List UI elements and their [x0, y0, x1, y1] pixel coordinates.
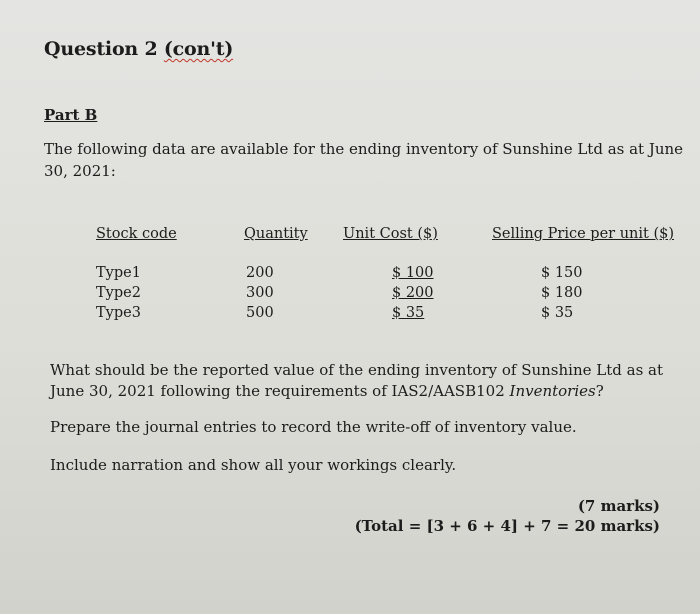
question-text [50, 360, 680, 402]
question-title-cont: (con't) [163, 38, 234, 60]
quantity-column [246, 263, 274, 323]
stock-code-cell: Type3 [96, 305, 141, 321]
header-unit-cost: Unit Cost ($) [343, 226, 438, 242]
header-quantity: Quantity [244, 226, 308, 242]
question-end: ? [595, 382, 604, 400]
total-marks-label: (Total = [3 + 6 + 4] + 7 = 20 marks) [354, 517, 660, 535]
stock-code-cell: Type2 [96, 285, 141, 301]
selling-price-column [541, 263, 583, 323]
question-title [44, 38, 233, 60]
selling-price-cell: $ 150 [541, 265, 583, 281]
unit-cost-cell: $ 35 [392, 305, 425, 321]
unit-cost-cell: $ 100 [392, 265, 434, 281]
stock-code-cell: Type1 [96, 265, 141, 281]
quantity-cell: 500 [246, 305, 274, 321]
header-stock-code: Stock code [96, 226, 177, 242]
selling-price-cell: $ 180 [541, 285, 583, 301]
selling-price-cell: $ 35 [541, 305, 574, 321]
unit-cost-column [392, 263, 434, 323]
question-title-prefix: Question 2 [44, 38, 164, 60]
header-selling-price: Selling Price per unit ($) [492, 226, 674, 242]
marks-block [355, 496, 660, 536]
part-label: Part B [44, 106, 98, 124]
quantity-cell: 200 [246, 265, 274, 281]
intro-text: The following data are available for the ending inventory of Sunshine Ltd as at June 30, 2021: [44, 140, 684, 180]
include-instruction: Include narration and show all your workings clearly. [50, 456, 457, 474]
quantity-cell: 300 [246, 285, 274, 301]
question-emphasis: Inventories [509, 382, 596, 400]
question-main: What should be the reported value of the ending inventory of Sunshine Ltd as at June 30, 2021 following the requirements of IAS2/AASB102 [50, 361, 664, 400]
marks-label: (7 marks) [577, 497, 660, 515]
prepare-instruction: Prepare the journal entries to record the write-off of inventory value. [50, 418, 577, 436]
unit-cost-cell: $ 200 [392, 285, 434, 301]
stock-code-column [96, 263, 141, 323]
